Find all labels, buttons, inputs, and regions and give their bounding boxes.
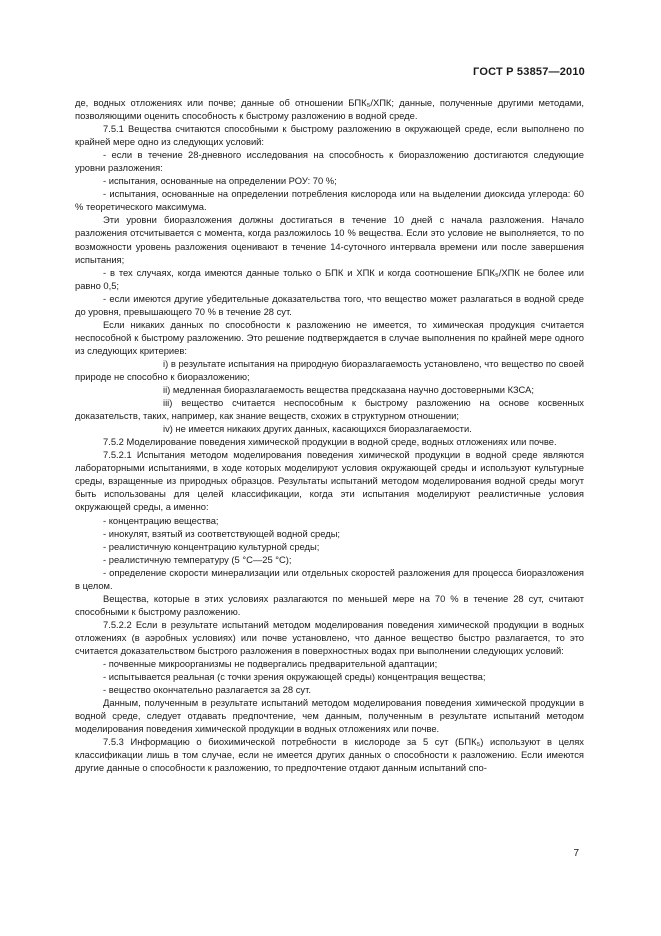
criterion-item: iv) не имеется никаких других данных, касающихся биоразлагаемости. [163, 423, 472, 435]
list-item: - реалистичную температуру (5 °С—25 °С); [103, 553, 292, 565]
section-7-5-2: 7.5.2 Моделирование поведения химической продукции в водной среде, водных отложениях или почве. [103, 436, 557, 448]
list-item: - концентрацию вещества; [103, 514, 219, 526]
criterion-item: iii) вещество считается неспособным к быстрому разложению на основе косвенных доказательств, таких, например, как знание веществ, схожих в структурном отношении; [75, 397, 584, 422]
list-item: - почвенные микроорганизмы не подвергались предварительной адаптации; [103, 658, 438, 670]
list-item: - инокулят, взятый из соответствующей водной среды; [103, 527, 341, 539]
list-item: - определение скорости минерализации или отдельных скоростей разложения для процесса биоразложения в целом. [75, 566, 584, 591]
standard-number: ГОСТ Р 53857—2010 [473, 66, 585, 78]
page-number: 7 [573, 848, 579, 859]
criterion-item: ii) медленная биоразлагаемость вещества предсказана научно достоверными КЗСА; [163, 384, 534, 396]
list-item: - в тех случаях, когда имеются данные только о БПК и ХПК и когда соотношение БПК₅/ХПК не более или равно 0,5; [75, 266, 584, 291]
list-item: - испытывается реальная (с точки зрения окружающей среды) концентрация вещества; [103, 671, 486, 683]
list-item: - если имеются другие убедительные доказательства того, что вещество может разлагаться в водной среде до уровня, превышающего 70 % в течение 28 сут. [75, 292, 584, 317]
list-item: - если в течение 28-дневного исследования на способность к биоразложению достигаются следующие уровни разложения: [75, 149, 584, 174]
list-item: - реалистичную концентрацию культурной среды; [103, 540, 320, 552]
body-text [75, 96, 584, 774]
list-item: - испытания, основанные на определении РОУ: 70 %; [103, 175, 337, 187]
list-item: - испытания, основанные на определении потребления кислорода или на выделении диоксида углерода: 60 % теоретического максимума. [75, 188, 584, 213]
paragraph: Эти уровни биоразложения должны достигаться в течение 10 дней с начала разложения. Начало разложения отсчитывается с момента, когда разложилось 10 % вещества. Если это условие не выполняется, то по возможности уровень разложения оценивают в течение 14-суточного интервала времени или после завершения испытания; [75, 214, 584, 265]
list-item: - вещество окончательно разлагается за 28 сут. [103, 684, 311, 696]
paragraph: Данным, полученным в результате испытаний методом моделирования поведения химической продукции в водной среде, следует отдавать предпочтение, чем данным, полученным в результате испытаний методом моделирования поведения химической продукции в водных отложениях или почве. [75, 697, 584, 735]
section-7-5-2-2: 7.5.2.2 Если в результате испытаний методом моделирования поведения химической продукции в водных отложениях (в аэробных условиях) или почве установлено, что данное вещество быстро разлагается, то это считается доказательством быстрого разложения в поверхностных водах при выполнении следующих условий: [75, 618, 584, 656]
section-7-5-1: 7.5.1 Вещества считаются способными к быстрому разложению в окружающей среде, если выполнено по крайней мере одно из следующих условий: [75, 123, 584, 148]
criterion-item: i) в результате испытания на природную биоразлагаемость установлено, что вещество по своей природе не способно к биоразложению; [75, 357, 584, 382]
paragraph: Если никаких данных по способности к разложению не имеется, то химическая продукция считается неспособной к быстрому разложению. Это решение подтверждается в случае выполнения по крайней мере одного из следующих критериев: [75, 318, 584, 356]
paragraph: де, водных отложениях или почве; данные об отношении БПК₅/ХПК; данные, полученные другими методами, позволяющими оценить способность к быстрому разложению в водной среде. [75, 97, 584, 122]
section-7-5-3: 7.5.3 Информацию о биохимической потребности в кислороде за 5 сут (БПК₅) используют в целях классификации лишь в том случае, если не имеется других данных о способности к разложению. Если имеются другие данные о способности к разложению, то предпочтение отдают данным испытаний спо- [75, 736, 584, 774]
paragraph: Вещества, которые в этих условиях разлагаются по меньшей мере на 70 % в течение 28 сут, считают способными к быстрому разложению. [75, 592, 584, 617]
section-7-5-2-1: 7.5.2.1 Испытания методом моделирования поведения химической продукции в водной среде являются лабораторными испытаниями, в ходе которых моделируют условия окружающей среды и используют культурные среды, взращенные из природных образцов. Результаты испытаний методом моделирования водной среды могут быть использованы для целей классификации, когда эти испытания моделируют реалистичные условия окружающей среды, а именно: [75, 449, 584, 513]
